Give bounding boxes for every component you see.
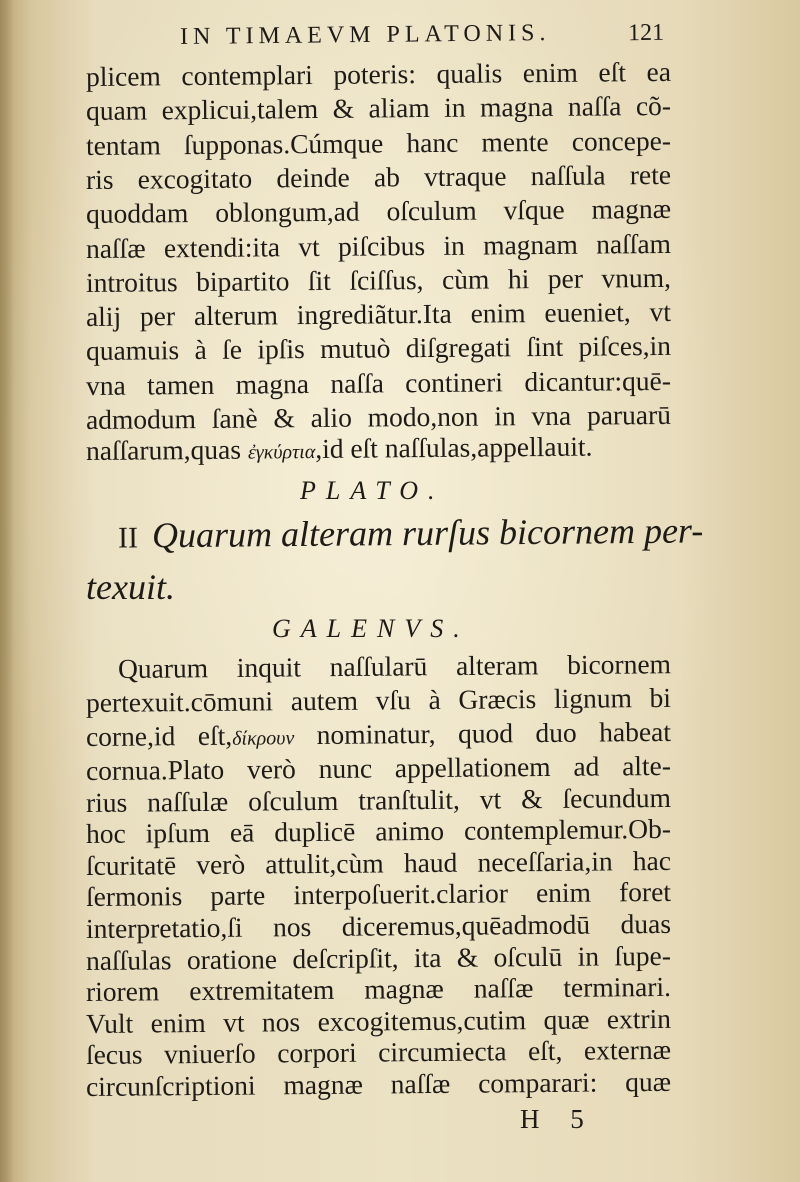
lemma-line-2: texuit. xyxy=(86,567,175,607)
galenus-heading: GALENVS. xyxy=(272,614,470,643)
page-number: 121 xyxy=(627,19,665,47)
text-line: interpretatio,ſi nos diceremus,quēadmodū duas xyxy=(85,907,672,944)
lemma xyxy=(118,509,704,556)
text-line: naſſulas oratione deſcripſit, ita & oſculū in ſupe- xyxy=(85,939,672,976)
text-line: ſermonis parte interpoſuerit.clarior enim foret xyxy=(85,876,672,913)
text-line: admodum ſanè & alio modo,non in vna paruarū xyxy=(85,398,672,435)
text-line xyxy=(86,429,671,471)
text-line: naſſæ extendi:ita vt piſcibus in magnam naſſam xyxy=(85,227,672,264)
commentary-line-1: Quarum inquit naſſularū alteram bicornem xyxy=(117,648,672,684)
greek-word: ἐγκύρτια xyxy=(247,440,316,464)
text-line: quoddam oblongum,ad oſculum vſque magnæ xyxy=(85,193,672,230)
lemma-line-1: Quarum alteram rurſus bicornem per- xyxy=(151,510,704,556)
text-line: ſcuritatē verò attulit,cùm haud neceſſaria,in hac xyxy=(85,844,672,881)
text-line-suffix: ,id eſt naſſulas,appellauit. xyxy=(315,430,593,464)
greek-word: δίκρουν xyxy=(232,727,295,750)
running-title: IN TIMAEVM PLATONIS. xyxy=(179,20,551,50)
lemma-number: II xyxy=(117,521,139,555)
text-line: quamuis à ſe ipſis mutuò diſgregati ſint piſces,in xyxy=(85,330,672,367)
text-line-prefix: corne,id eſt, xyxy=(85,719,233,752)
text-line: ris excogitato deinde ab vtraque naſſula rete xyxy=(85,158,672,195)
text-line: rius naſſulæ oſculum tranſtulit, vt & ſecundum xyxy=(85,781,672,818)
text-line: riorem extremitatem magnæ naſſæ terminari. xyxy=(85,971,672,1008)
text-line: Vult enim vt nos excogitemus,cutim quæ extrin xyxy=(85,1002,672,1039)
text-line: tentam ſupponas.Cúmque hanc mente concepe- xyxy=(85,124,672,161)
text-line: introitus bipartito ſit ſciſſus, cùm hi per vnum, xyxy=(85,261,672,298)
commentary-line-2: pertexuit.cōmuni autem vſu à Græcis lignum bi xyxy=(85,681,672,718)
text-line-prefix: naſſarum,quas xyxy=(85,433,249,466)
text-line: hoc ipſum eā duplicē animo contemplemur.Ob- xyxy=(85,813,672,850)
text-line-suffix: nominatur, quod duo habeat xyxy=(294,715,672,751)
plato-heading: PLATO. xyxy=(300,476,445,505)
signature-mark: H 5 xyxy=(520,1104,596,1134)
text-line: cornua.Plato verò nunc appellationem ad alte- xyxy=(85,749,672,786)
text-line: quam explicui,talem & aliam in magna naſſa cõ- xyxy=(85,90,672,127)
text-line: ſecus vniuerſo corpori circumiecta eſt, externæ xyxy=(85,1034,672,1071)
text-line: plicem contemplari poteris: qualis enim eſt ea xyxy=(85,55,672,92)
text-line: alij per alterum ingrediãtur.Ita enim eueniet, vt xyxy=(85,295,672,333)
text-line: circunſcriptioni magnæ naſſæ comparari: quæ xyxy=(85,1065,672,1102)
text-line: vna tamen magna naſſa contineri dicantur:quē- xyxy=(85,364,672,401)
